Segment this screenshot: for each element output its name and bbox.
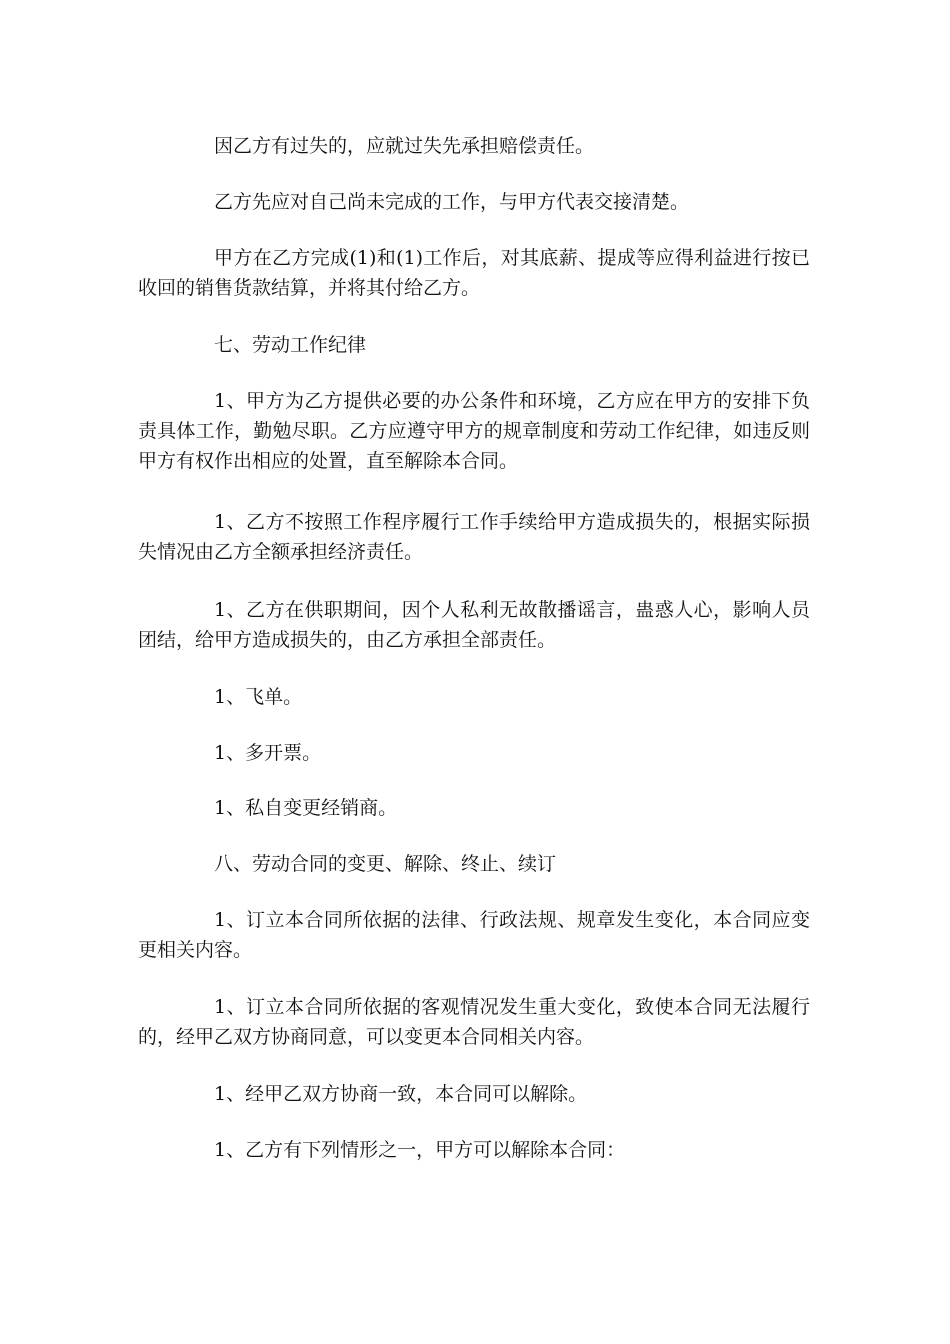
paragraph: 1、甲方为乙方提供必要的办公条件和环境，乙方应在甲方的安排下负责具体工作，勤勉尽职。乙方应遵守甲方的规章制度和劳动工作纪律，如违反则甲方有权作出相应的处置，直至解除本合同。 [138, 390, 810, 472]
list-item: 1、飞单。 [214, 686, 303, 708]
list-item: 1、多开票。 [214, 742, 322, 764]
paragraph: 乙方先应对自己尚未完成的工作，与甲方代表交接清楚。 [214, 191, 690, 213]
section-heading: 七、劳动工作纪律 [214, 334, 367, 356]
paragraph: 1、订立本合同所依据的法律、行政法规、规章发生变化，本合同应变更相关内容。 [138, 909, 810, 961]
section-heading: 八、劳动合同的变更、解除、终止、续订 [214, 853, 557, 875]
list-item: 1、私自变更经销商。 [214, 797, 398, 819]
paragraph: 1、乙方不按照工作程序履行工作手续给甲方造成损失的，根据实际损失情况由乙方全额承担经济责任。 [138, 511, 810, 563]
paragraph: 1、乙方在供职期间，因个人私利无故散播谣言，蛊惑人心，影响人员团结，给甲方造成损失的，由乙方承担全部责任。 [138, 599, 810, 651]
paragraph: 1、经甲乙双方协商一致，本合同可以解除。 [214, 1083, 588, 1105]
paragraph: 1、乙方有下列情形之一，甲方可以解除本合同： [214, 1139, 626, 1161]
paragraph: 因乙方有过失的，应就过失先承担赔偿责任。 [214, 135, 595, 157]
paragraph: 甲方在乙方完成(1)和(1)工作后，对其底薪、提成等应得利益进行按已收回的销售货款结算，并将其付给乙方。 [138, 247, 810, 299]
paragraph: 1、订立本合同所依据的客观情况发生重大变化，致使本合同无法履行的，经甲乙双方协商同意，可以变更本合同相关内容。 [138, 996, 810, 1048]
